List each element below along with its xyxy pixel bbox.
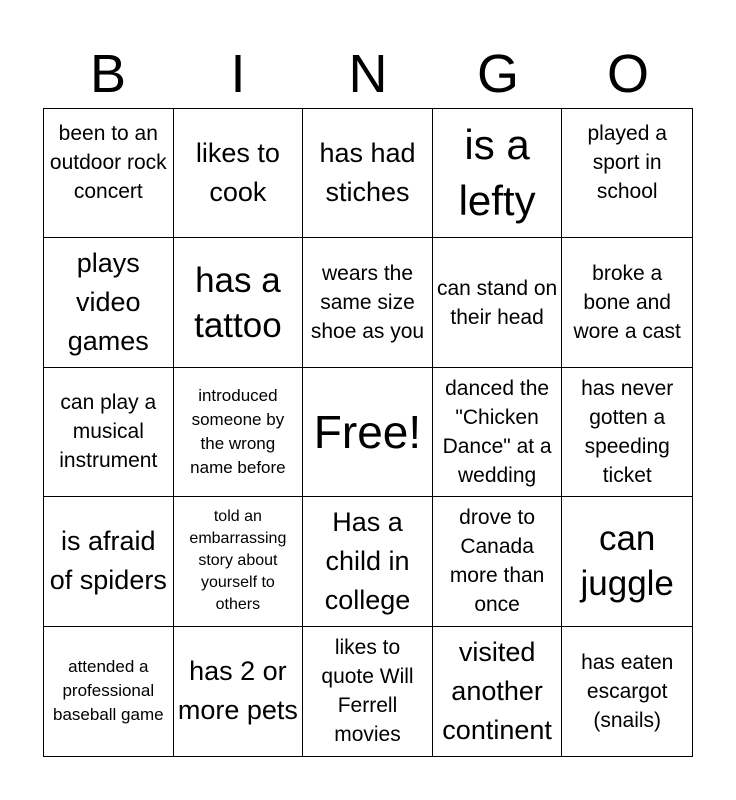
- square-text: plays video games: [67, 248, 149, 357]
- header-letter-i: I: [230, 44, 246, 104]
- square-text: likes to quote Will Ferrell movies: [321, 636, 414, 747]
- bingo-square[interactable]: [303, 109, 433, 238]
- bingo-square[interactable]: [433, 368, 563, 497]
- bingo-square[interactable]: [433, 627, 563, 756]
- bingo-square[interactable]: [174, 627, 304, 756]
- square-text: has 2 or more pets: [177, 656, 298, 726]
- bingo-square[interactable]: [174, 238, 304, 367]
- bingo-square[interactable]: [174, 497, 304, 626]
- square-text: drove to Canada more than once: [449, 506, 545, 617]
- square-text: told an embarrassing story about yourself to others: [189, 508, 287, 614]
- bingo-square[interactable]: [562, 238, 692, 367]
- bingo-square[interactable]: [44, 109, 174, 238]
- square-text: been to an outdoor rock concert: [49, 122, 167, 203]
- bingo-square[interactable]: [174, 368, 304, 497]
- square-text: has never gotten a speeding ticket: [581, 376, 674, 487]
- square-text: has eaten escargot (snails): [581, 650, 674, 732]
- square-text: can juggle: [580, 519, 674, 604]
- square-text: can stand on their head: [436, 276, 558, 329]
- bingo-square[interactable]: [562, 368, 692, 497]
- bingo-square[interactable]: [562, 109, 692, 238]
- bingo-square[interactable]: [44, 368, 174, 497]
- square-text: Has a child in college: [324, 506, 411, 615]
- header-letter-g: G: [476, 44, 519, 104]
- square-text: visited another continent: [442, 636, 552, 745]
- bingo-square[interactable]: [562, 497, 692, 626]
- square-text: played a sport in school: [587, 122, 667, 203]
- bingo-square[interactable]: [174, 109, 304, 238]
- square-text: Free!: [313, 405, 422, 458]
- square-text: has had stiches: [319, 138, 416, 208]
- bingo-square[interactable]: [303, 627, 433, 756]
- header-letter-n: N: [348, 44, 388, 104]
- square-text: can play a musical instrument: [59, 391, 158, 473]
- bingo-square[interactable]: [44, 238, 174, 367]
- bingo-square[interactable]: [433, 497, 563, 626]
- square-text: is afraid of spiders: [49, 526, 167, 596]
- square-text: broke a bone and wore a cast: [573, 262, 681, 344]
- square-text: introduced someone by the wrong name before: [190, 385, 286, 477]
- bingo-header: [43, 40, 693, 108]
- free-square[interactable]: [303, 368, 433, 497]
- square-text: wears the same size shoe as you: [310, 262, 425, 344]
- bingo-square[interactable]: [44, 627, 174, 756]
- bingo-square[interactable]: [433, 109, 563, 238]
- square-text: attended a professional baseball game: [53, 657, 164, 725]
- header-letter-o: O: [606, 44, 649, 104]
- bingo-square[interactable]: [562, 627, 692, 756]
- bingo-card-grid: [43, 108, 693, 757]
- header-letter-b: B: [89, 44, 127, 104]
- bingo-square[interactable]: [303, 497, 433, 626]
- bingo-square[interactable]: [303, 238, 433, 367]
- square-text: is a lefty: [458, 121, 536, 225]
- square-text: has a tattoo: [194, 260, 282, 345]
- square-text: danced the "Chicken Dance" at a wedding: [442, 376, 552, 487]
- square-text: likes to cook: [195, 138, 280, 208]
- bingo-square[interactable]: [433, 238, 563, 367]
- bingo-square[interactable]: [44, 497, 174, 626]
